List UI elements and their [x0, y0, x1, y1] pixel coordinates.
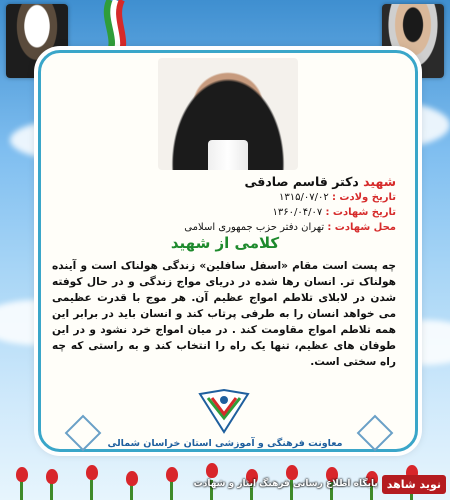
brand-footer[interactable]: [194, 472, 446, 496]
birth-value: ۱۳۱۵/۰۷/۰۲: [279, 192, 329, 203]
martyrdom-place: [184, 222, 396, 233]
martyr-name: [245, 174, 397, 189]
place-value: تهران دفتر حزب جمهوری اسلامی: [184, 222, 325, 233]
birth-date: [279, 192, 396, 203]
martyrdom-value: ۱۳۶۰/۰۴/۰۷: [272, 207, 323, 218]
martyrdom-date: [273, 207, 396, 218]
quote-text: چه پست است مقام «اسفل سافلین» زندگی هولناک است و آینده هولناک تر. انسان رها شده در دریای مواج زندگی و در حال کوفته شدن در لابلای تلاطم امواج عظیم آن. هر موج با قدرت عظیمی می خواهد انسان را به طرفی پرتاب کند و انسان باید در برابر این همه تلاطم امواج مقاومت کند . در میان امواج خرد نشود و در این طوفان های عظیم، تنها یک راه را انتخاب کند و به راستی که چه راه سختی است.: [52, 260, 396, 368]
photo-collar: [208, 140, 248, 170]
quote-title: کلامی از شهید: [170, 234, 280, 252]
birth-label: تاریخ ولادت :: [331, 192, 396, 203]
martyrdom-label: تاریخ شهادت :: [325, 207, 396, 218]
brand-logo[interactable]: نوید شاهد: [382, 475, 446, 494]
place-label: محل شهادت :: [327, 222, 396, 233]
name-text: دکتر قاسم صادقی: [244, 174, 359, 189]
organization-caption: معاونت فرهنگی و آموزشی استان خراسان شمالی: [107, 438, 343, 449]
name-prefix: شهید: [363, 174, 396, 189]
brand-text[interactable]: پایگاه اطلاع رسانی فرهنگ ایثار و شهادت: [193, 479, 378, 489]
foundation-emblem-icon: [196, 388, 252, 434]
